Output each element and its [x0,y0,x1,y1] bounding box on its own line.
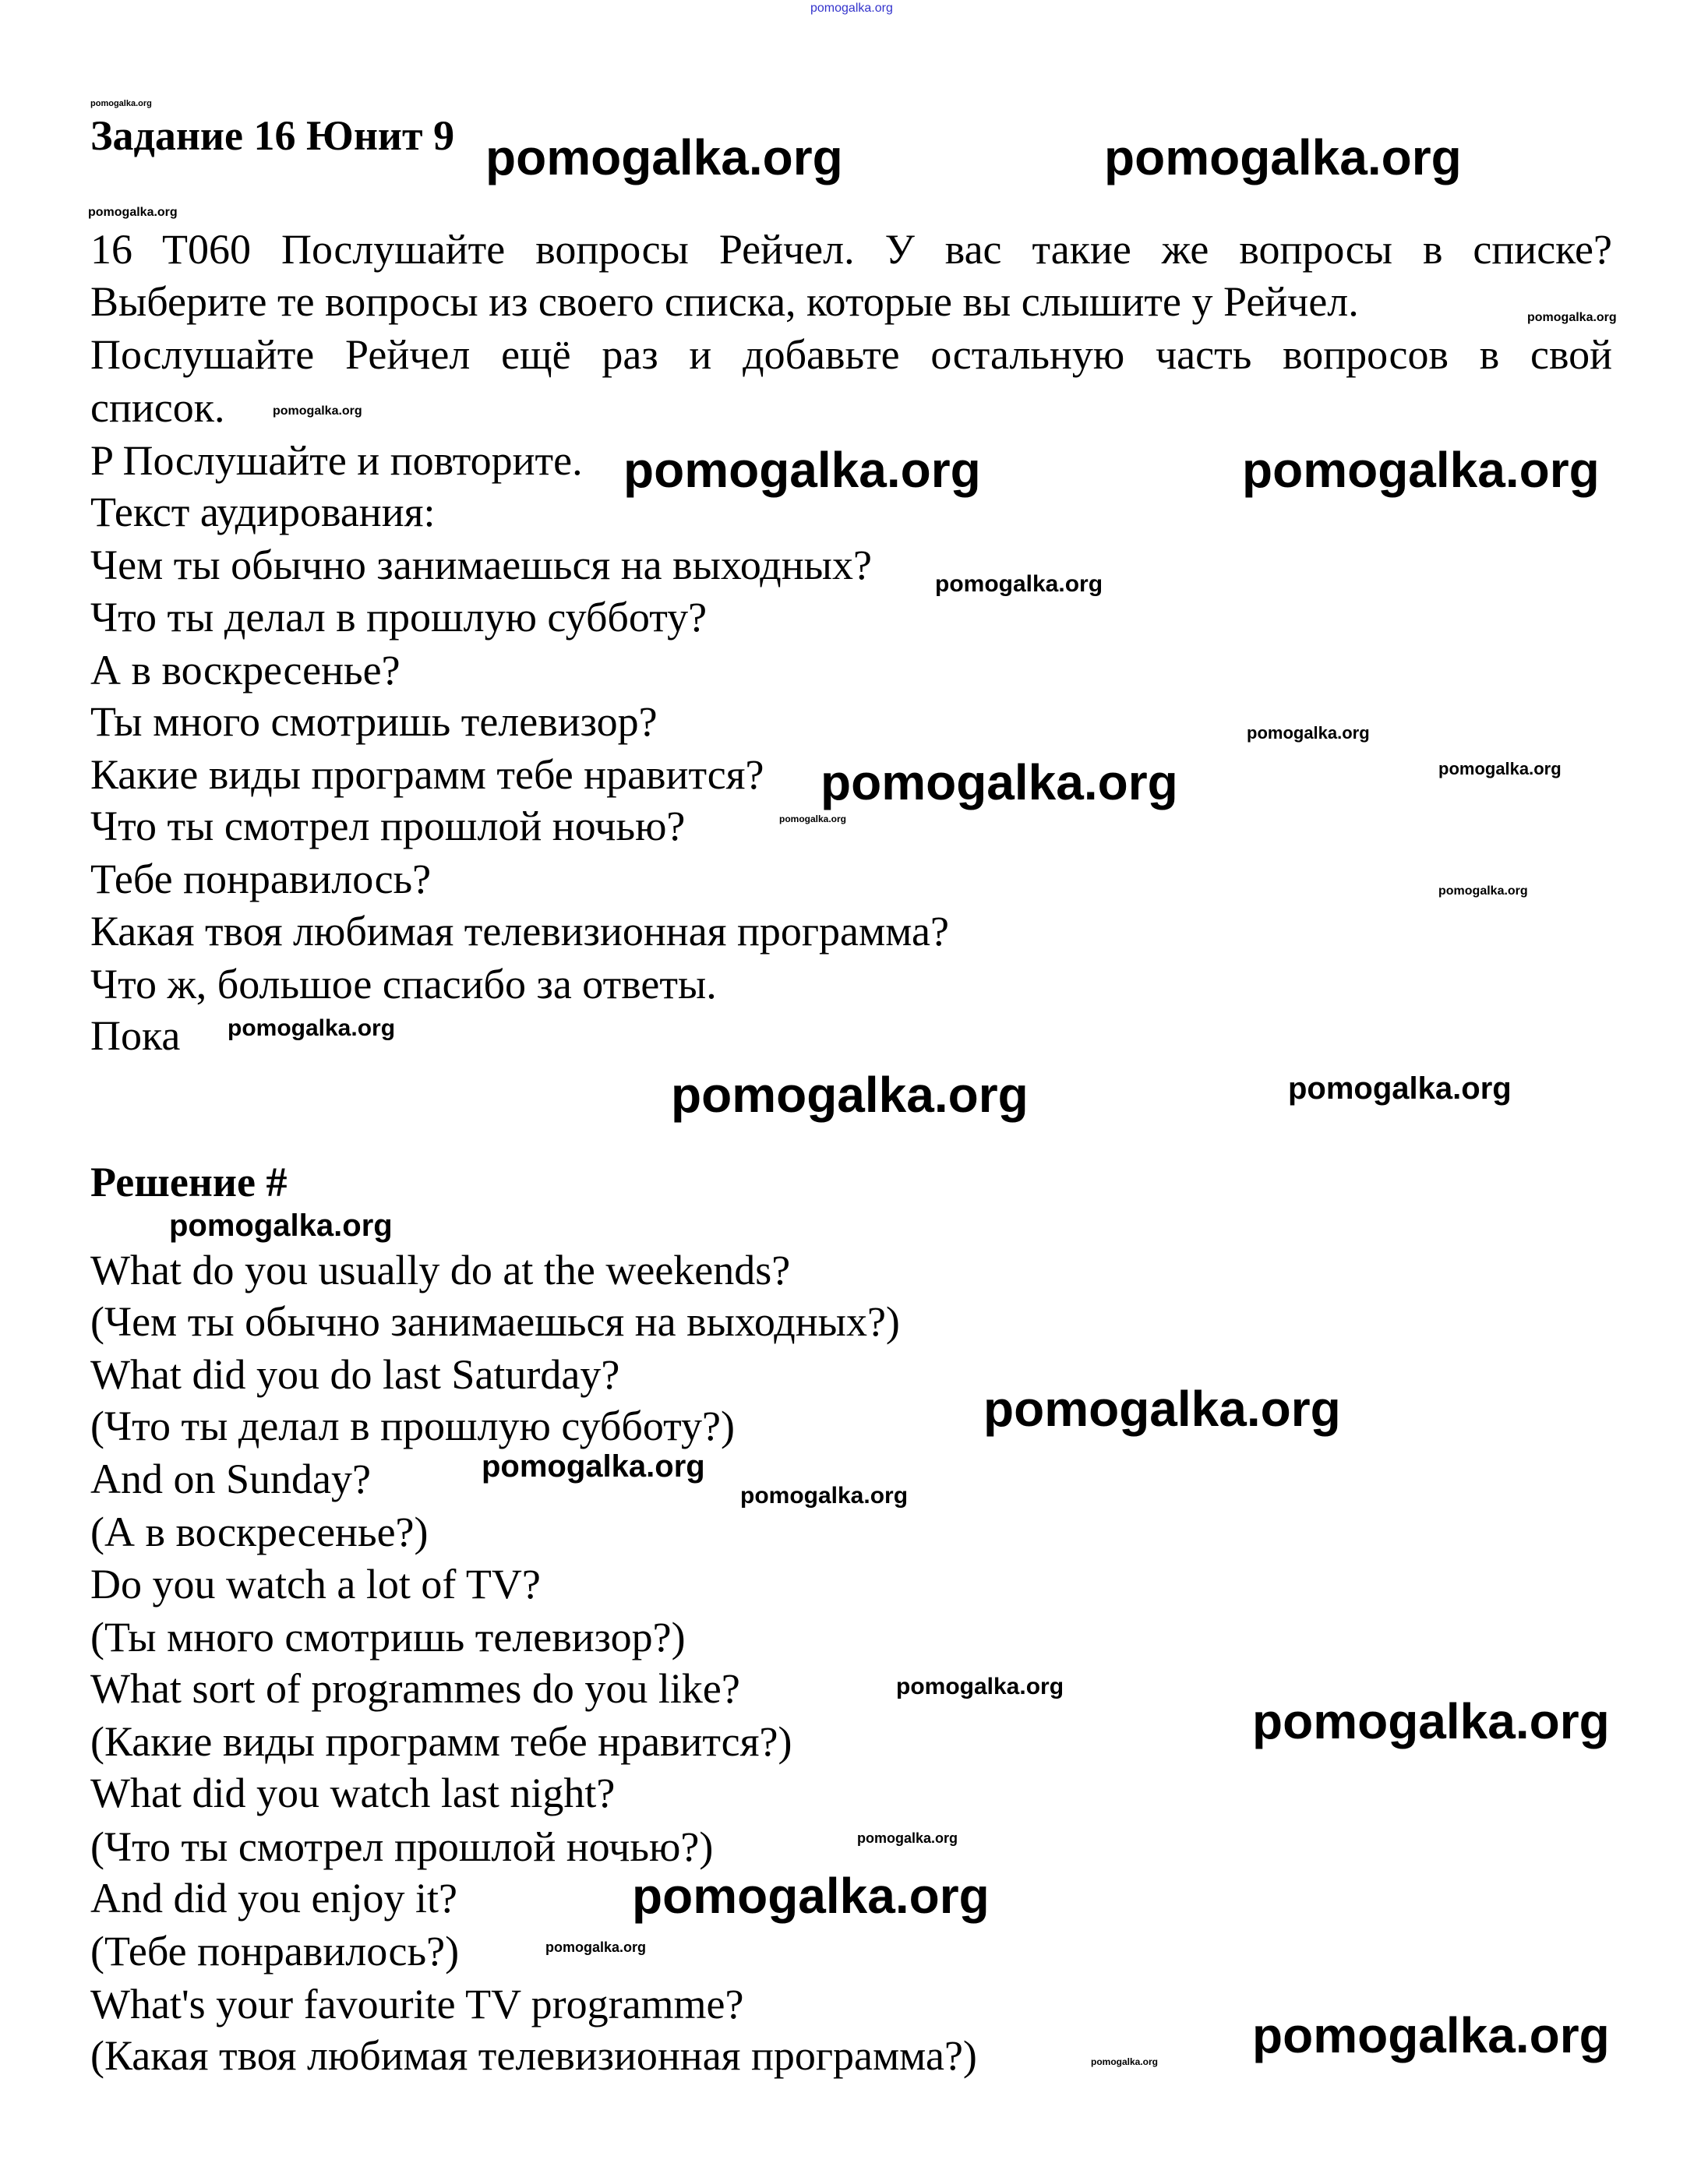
watermark: pomogalka.org [779,813,847,824]
solution-line: (Какая твоя любимая телевизионная программа?) [90,2032,977,2079]
transcript-line: Что ж, большое спасибо за ответы. [90,961,717,1008]
solution-line: (А в воскресенье?) [90,1509,429,1555]
solution-line: And on Sunday? [90,1456,371,1502]
watermark: pomogalka.org [623,442,981,498]
watermark: pomogalka.org [632,1868,990,1924]
watermark: pomogalka.org [273,404,362,418]
watermark: pomogalka.org [820,754,1178,810]
solution-line: (Чем ты обычно занимаешься на выходных?) [90,1298,900,1345]
watermark: pomogalka.org [90,99,152,108]
watermark: pomogalka.org [88,206,178,219]
solution-line: Do you watch a lot of TV? [90,1561,541,1608]
watermark: pomogalka.org [671,1067,1029,1123]
watermark: pomogalka.org [740,1483,909,1509]
watermark: pomogalka.org [896,1674,1064,1699]
solution-title: Решение # [90,1159,288,1205]
solution-line: What sort of programmes do you like? [90,1665,740,1712]
watermark: pomogalka.org [482,1449,705,1484]
solution-line: (Тебе понравилось?) [90,1928,460,1975]
watermark: pomogalka.org [983,1381,1341,1437]
watermark: pomogalka.org [935,571,1103,597]
task-title: Задание 16 Юнит 9 [90,112,455,159]
transcript-line: Какие виды программ тебе нравится? [90,751,764,798]
instruction-line: Выберите те вопросы из своего списка, которые вы слышите у Рейчел. [90,278,1359,325]
instruction-line: P Послушайте и повторите. [90,437,583,484]
transcript-line: Пока [90,1012,181,1059]
solution-line: (Что ты делал в прошлую субботу?) [90,1403,736,1449]
watermark: pomogalka.org [1242,442,1600,498]
watermark: pomogalka.org [1288,1071,1512,1106]
solution-line: (Какие виды программ тебе нравится?) [90,1718,792,1765]
transcript-line: Тебе понравилось? [90,856,432,902]
transcript-line: А в воскресенье? [90,647,401,693]
watermark: pomogalka.org [1438,884,1528,898]
watermark: pomogalka.org [1438,759,1562,778]
watermark: pomogalka.org [545,1939,647,1955]
solution-line: And did you enjoy it? [90,1875,457,1922]
watermark: pomogalka.org [1247,723,1370,743]
watermark: pomogalka.org [1252,2007,1610,2063]
instruction-line: список. [90,384,225,431]
watermark: pomogalka.org [857,1830,958,1846]
watermark: pomogalka.org [810,2,893,15]
watermark: pomogalka.org [228,1015,396,1041]
watermark: pomogalka.org [1527,311,1617,324]
solution-line: What do you usually do at the weekends? [90,1247,791,1293]
instruction-line: 16 T060 Послушайте вопросы Рейчел. У вас такие же вопросы в списке? [90,226,1612,273]
solution-line: (Что ты смотрел прошлой ночью?) [90,1823,714,1870]
solution-line: What did you watch last night? [90,1770,616,1816]
watermark: pomogalka.org [169,1209,393,1243]
transcript-line: Ты много смотришь телевизор? [90,698,658,745]
solution-line: (Ты много смотришь телевизор?) [90,1614,686,1660]
transcript-line: Чем ты обычно занимаешься на выходных? [90,542,872,588]
instruction-line: Послушайте Рейчел ещё раз и добавьте остальную часть вопросов в свой [90,331,1612,378]
watermark: pomogalka.org [1091,2056,1159,2067]
transcript-line: Что ты смотрел прошлой ночью? [90,803,686,849]
transcript-line: Какая твоя любимая телевизионная программа? [90,908,949,955]
watermark: pomogalka.org [1104,129,1462,185]
transcript-line: Что ты делал в прошлую субботу? [90,594,708,641]
solution-line: What's your favourite TV programme? [90,1981,744,2027]
solution-line: What did you do last Saturday? [90,1351,620,1398]
watermark: pomogalka.org [485,129,843,185]
transcript-label: Текст аудирования: [90,489,436,535]
watermark: pomogalka.org [1252,1693,1610,1749]
